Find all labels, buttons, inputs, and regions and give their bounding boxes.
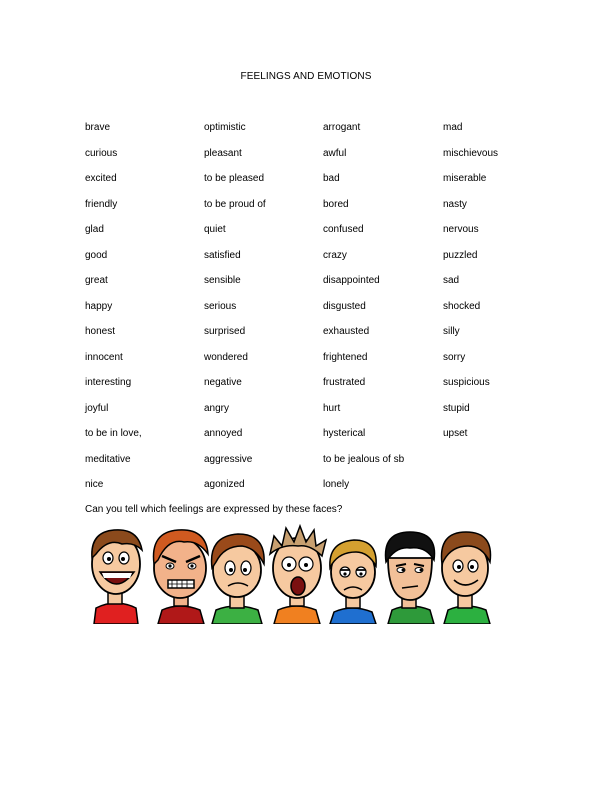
emotion-word: arrogant [323, 122, 361, 133]
emotion-word: upset [443, 428, 468, 439]
emotion-word: confused [323, 224, 364, 235]
emotion-word: mischievous [443, 148, 499, 159]
emotion-word: silly [443, 326, 460, 337]
emotion-word: pleasant [204, 148, 242, 159]
emotion-word: sorry [443, 352, 466, 363]
emotion-word: innocent [85, 352, 123, 363]
emotion-word: to be in love, [85, 428, 142, 439]
emotion-word: aggressive [204, 454, 253, 465]
emotion-word: wondered [204, 352, 248, 363]
laughing-face-icon [92, 530, 142, 624]
emotion-word: mad [443, 122, 463, 133]
emotion-word: hysterical [323, 428, 366, 439]
faces-illustration [84, 524, 496, 624]
emotion-word: optimistic [204, 122, 246, 133]
emotion-word: miserable [443, 173, 487, 184]
emotion-word: curious [85, 148, 118, 159]
emotion-word: agonized [204, 479, 245, 490]
document-title: FEELINGS AND EMOTIONS [240, 71, 372, 82]
emotion-word: brave [85, 122, 111, 133]
emotion-word: frustrated [323, 377, 366, 388]
emotion-word: stupid [443, 403, 470, 414]
emotion-word: friendly [85, 199, 118, 210]
sad-face-icon [330, 540, 376, 624]
emotion-word: excited [85, 173, 117, 184]
emotion-word: hurt [323, 403, 341, 414]
emotion-word: frightened [323, 352, 368, 363]
emotion-word: glad [85, 224, 104, 235]
emotion-word: nice [85, 479, 104, 490]
emotion-word: to be jealous of sb [323, 454, 405, 465]
emotion-word: bad [323, 173, 340, 184]
angry-face-icon [154, 530, 209, 624]
emotion-word: sensible [204, 275, 241, 286]
emotion-word: happy [85, 301, 113, 312]
emotion-word: bored [323, 199, 349, 210]
emotion-word-grid [85, 122, 545, 498]
suspicious-face-icon [386, 532, 435, 624]
emotion-word: to be pleased [204, 173, 265, 184]
emotion-word: lonely [323, 479, 350, 490]
emotion-word: to be proud of [204, 199, 266, 210]
emotion-word: satisfied [204, 250, 241, 261]
emotion-word: nervous [443, 224, 479, 235]
question-text: Can you tell which feelings are expressed by these faces? [85, 504, 343, 515]
emotion-word: meditative [85, 454, 131, 465]
emotion-word: shocked [443, 301, 481, 312]
emotion-word: crazy [323, 250, 347, 261]
emotion-word: disgusted [323, 301, 366, 312]
emotion-word: negative [204, 377, 242, 388]
emotion-word: sad [443, 275, 460, 286]
emotion-word: awful [323, 148, 347, 159]
emotion-word: surprised [204, 326, 246, 337]
emotion-word: suspicious [443, 377, 490, 388]
emotion-word: exhausted [323, 326, 370, 337]
emotion-word: disappointed [323, 275, 380, 286]
smiling-face-icon [442, 532, 491, 624]
shocked-face-icon [270, 526, 326, 624]
emotion-word: good [85, 250, 108, 261]
emotion-word: quiet [204, 224, 226, 235]
emotion-word: great [85, 275, 108, 286]
emotion-word: puzzled [443, 250, 478, 261]
emotion-word: angry [204, 403, 230, 414]
emotion-word: joyful [85, 403, 109, 414]
faces-svg [84, 524, 496, 624]
emotion-word: serious [204, 301, 237, 312]
emotion-word: interesting [85, 377, 132, 388]
emotion-word: annoyed [204, 428, 243, 439]
emotion-word: honest [85, 326, 116, 337]
emotion-word: nasty [443, 199, 467, 210]
worried-face-icon [212, 534, 265, 624]
